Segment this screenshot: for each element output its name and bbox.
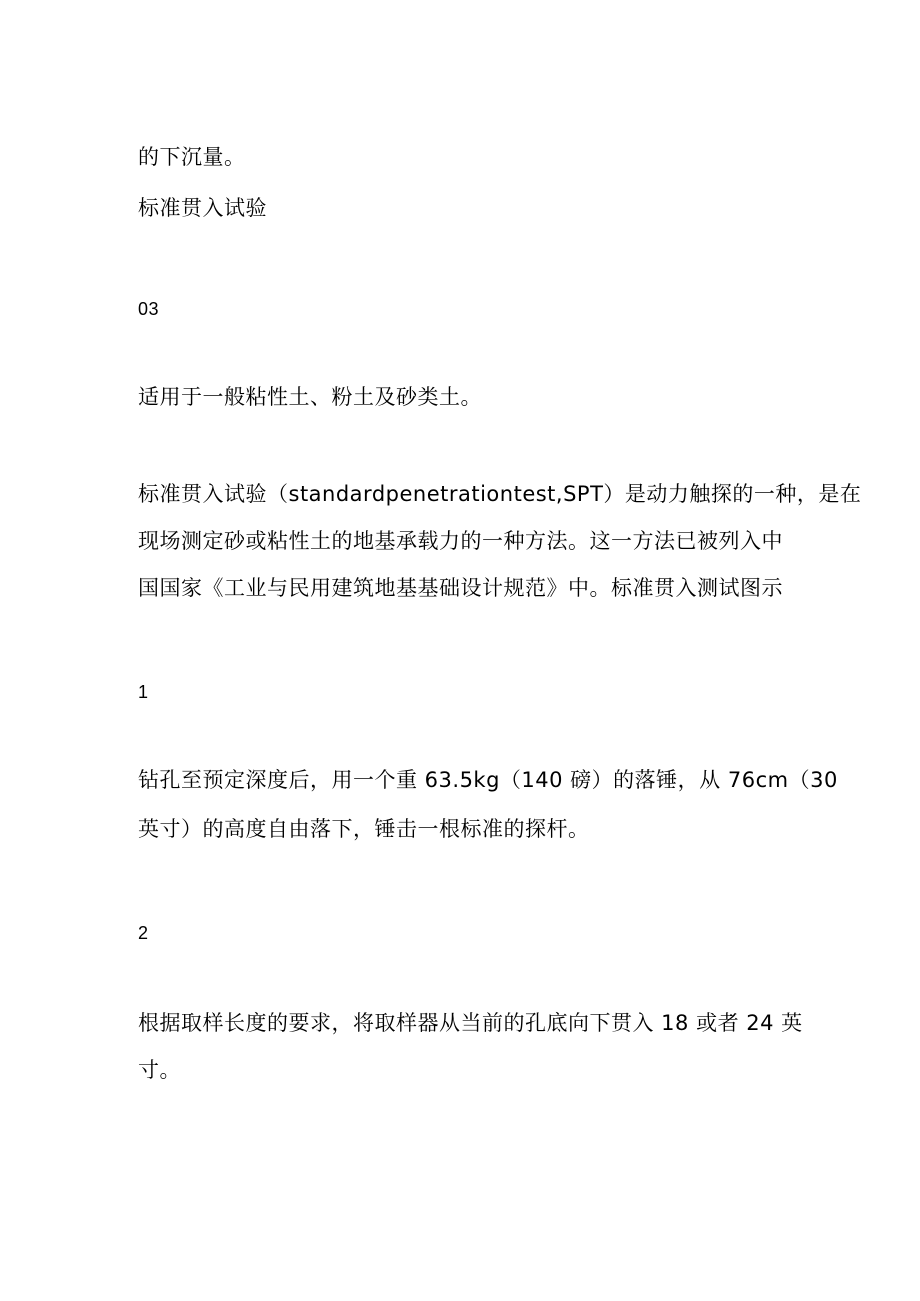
- step-2-line-1: 根据取样长度的要求，将取样器从当前的孔底向下贯入 18 或者 24 英: [138, 1011, 803, 1035]
- intro-line-3: 国国家《工业与民用建筑地基基础设计规范》中。标准贯入测试图示: [138, 576, 783, 600]
- section-title: 标准贯入试验: [138, 196, 267, 220]
- continued-text: 的下沉量。: [138, 145, 246, 169]
- section-number: 03: [138, 299, 160, 319]
- step-1-line-1: 钻孔至预定深度后，用一个重 63.5kg（140 磅）的落锤，从 76cm（30: [138, 768, 838, 792]
- intro-line-2: 现场测定砂或粘性土的地基承载力的一种方法。这一方法已被列入中: [138, 529, 783, 553]
- intro-line-1: 标准贯入试验（standardpenetrationtest,SPT）是动力触探的一种，是在: [138, 482, 862, 506]
- step-number-1: 1: [138, 682, 149, 702]
- step-number-2: 2: [138, 923, 149, 943]
- step-1-line-2: 英寸）的高度自由落下，锤击一根标准的探杆。: [138, 817, 590, 841]
- step-2-line-2: 寸。: [138, 1058, 181, 1082]
- applicability-text: 适用于一般粘性土、粉土及砂类土。: [138, 385, 482, 409]
